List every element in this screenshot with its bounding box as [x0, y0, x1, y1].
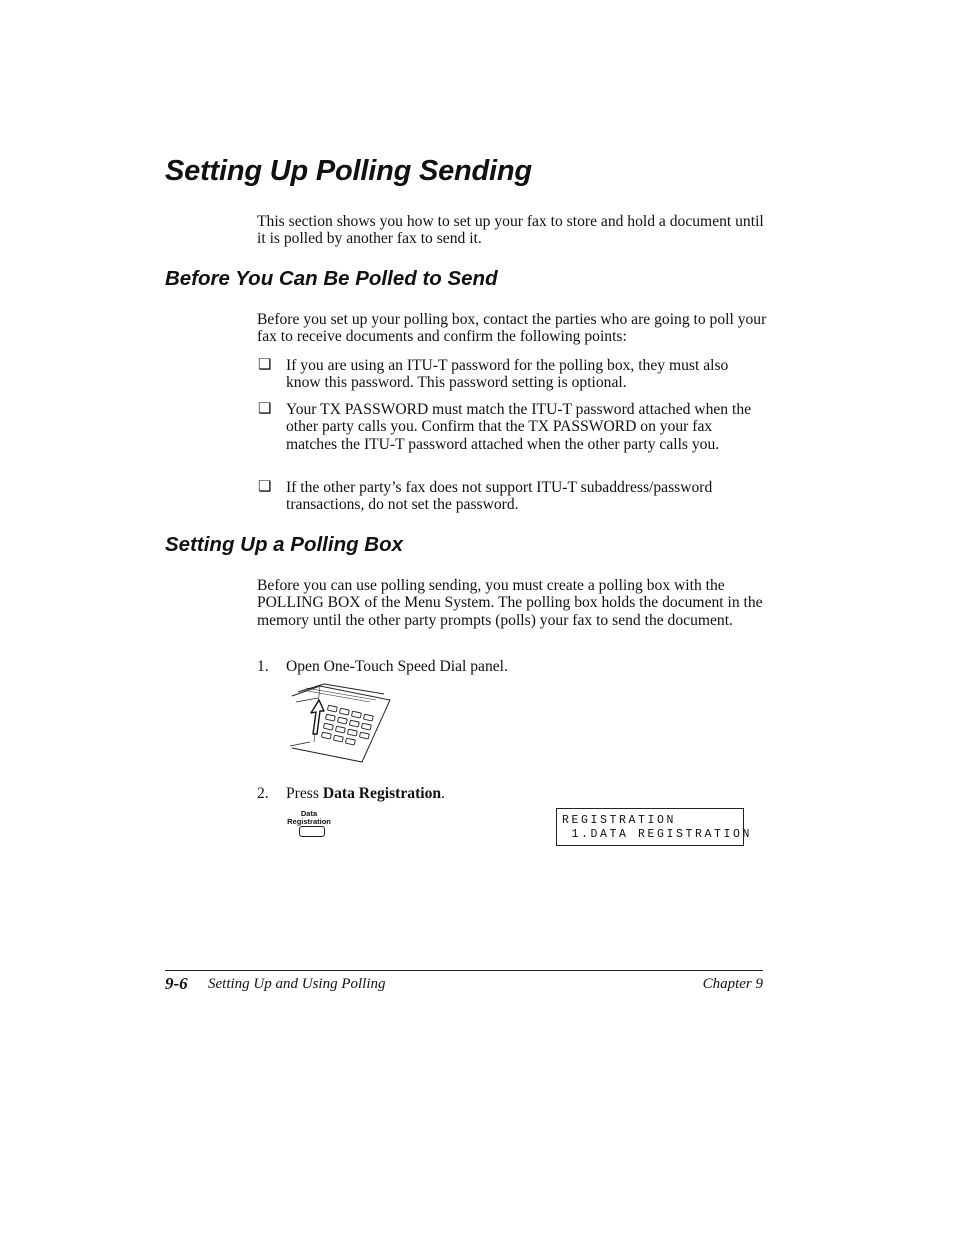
button-label-line: Registration [287, 817, 331, 826]
lcd-display [556, 808, 753, 846]
arrow-up-icon [311, 700, 324, 734]
step-text-prefix: Press [286, 785, 323, 802]
bullet-item: Your TX PASSWORD must match the ITU-T password attached when the other party calls you. Confirm that the TX PASSWORD on your fax matches the ITU-T password attached when the other party calls you. [286, 401, 752, 453]
step-number: 1. [257, 658, 269, 675]
section1-paragraph: Before you set up your polling box, contact the parties who are going to poll your fax to receive documents and confirm the following points: [257, 311, 767, 346]
checkbox-bullet-icon: ❏ [258, 401, 272, 417]
footer-rule [165, 970, 763, 971]
intro-paragraph: This section shows you how to set up your fax to store and hold a document until it is polled by another fax to send it. [257, 213, 764, 248]
bullet-item: If the other party’s fax does not support ITU-T subaddress/password transactions, do not set the password. [286, 479, 713, 514]
footer-page-number: 9-6 [165, 974, 188, 993]
section2-paragraph: Before you can use polling sending, you must create a polling box with the POLLING BOX of the Menu System. The polling box holds the document in the memory until the other party prompts (polls) your fax to send the document. [257, 577, 763, 629]
data-registration-button [299, 826, 325, 837]
lcd-line-1: REGISTRATION [562, 814, 677, 827]
page-title: Setting Up Polling Sending [165, 155, 532, 187]
one-touch-panel-illustration [286, 682, 396, 764]
step-number: 2. [257, 785, 269, 802]
section-heading-polling-box: Setting Up a Polling Box [165, 533, 404, 556]
footer-section-title: Setting Up and Using Polling [208, 976, 386, 992]
step-text-suffix: . [441, 785, 445, 802]
checkbox-bullet-icon: ❏ [258, 479, 272, 495]
bullet-item: If you are using an ITU-T password for the polling box, they must also know this password. This password setting is optional. [286, 357, 729, 392]
keypad-icon [321, 705, 373, 745]
button-label-line: Data [300, 809, 318, 818]
checkbox-bullet-icon: ❏ [258, 357, 272, 373]
section-heading-before-polled: Before You Can Be Polled to Send [165, 267, 498, 290]
data-registration-button-label [286, 810, 332, 826]
lcd-line-2: 1.DATA REGISTRATION [562, 828, 753, 841]
footer-chapter: Chapter 9 [702, 976, 763, 992]
step-text-bold: Data Registration [322, 785, 442, 802]
step-text: Open One-Touch Speed Dial panel. [286, 658, 508, 675]
step-text [286, 785, 445, 802]
